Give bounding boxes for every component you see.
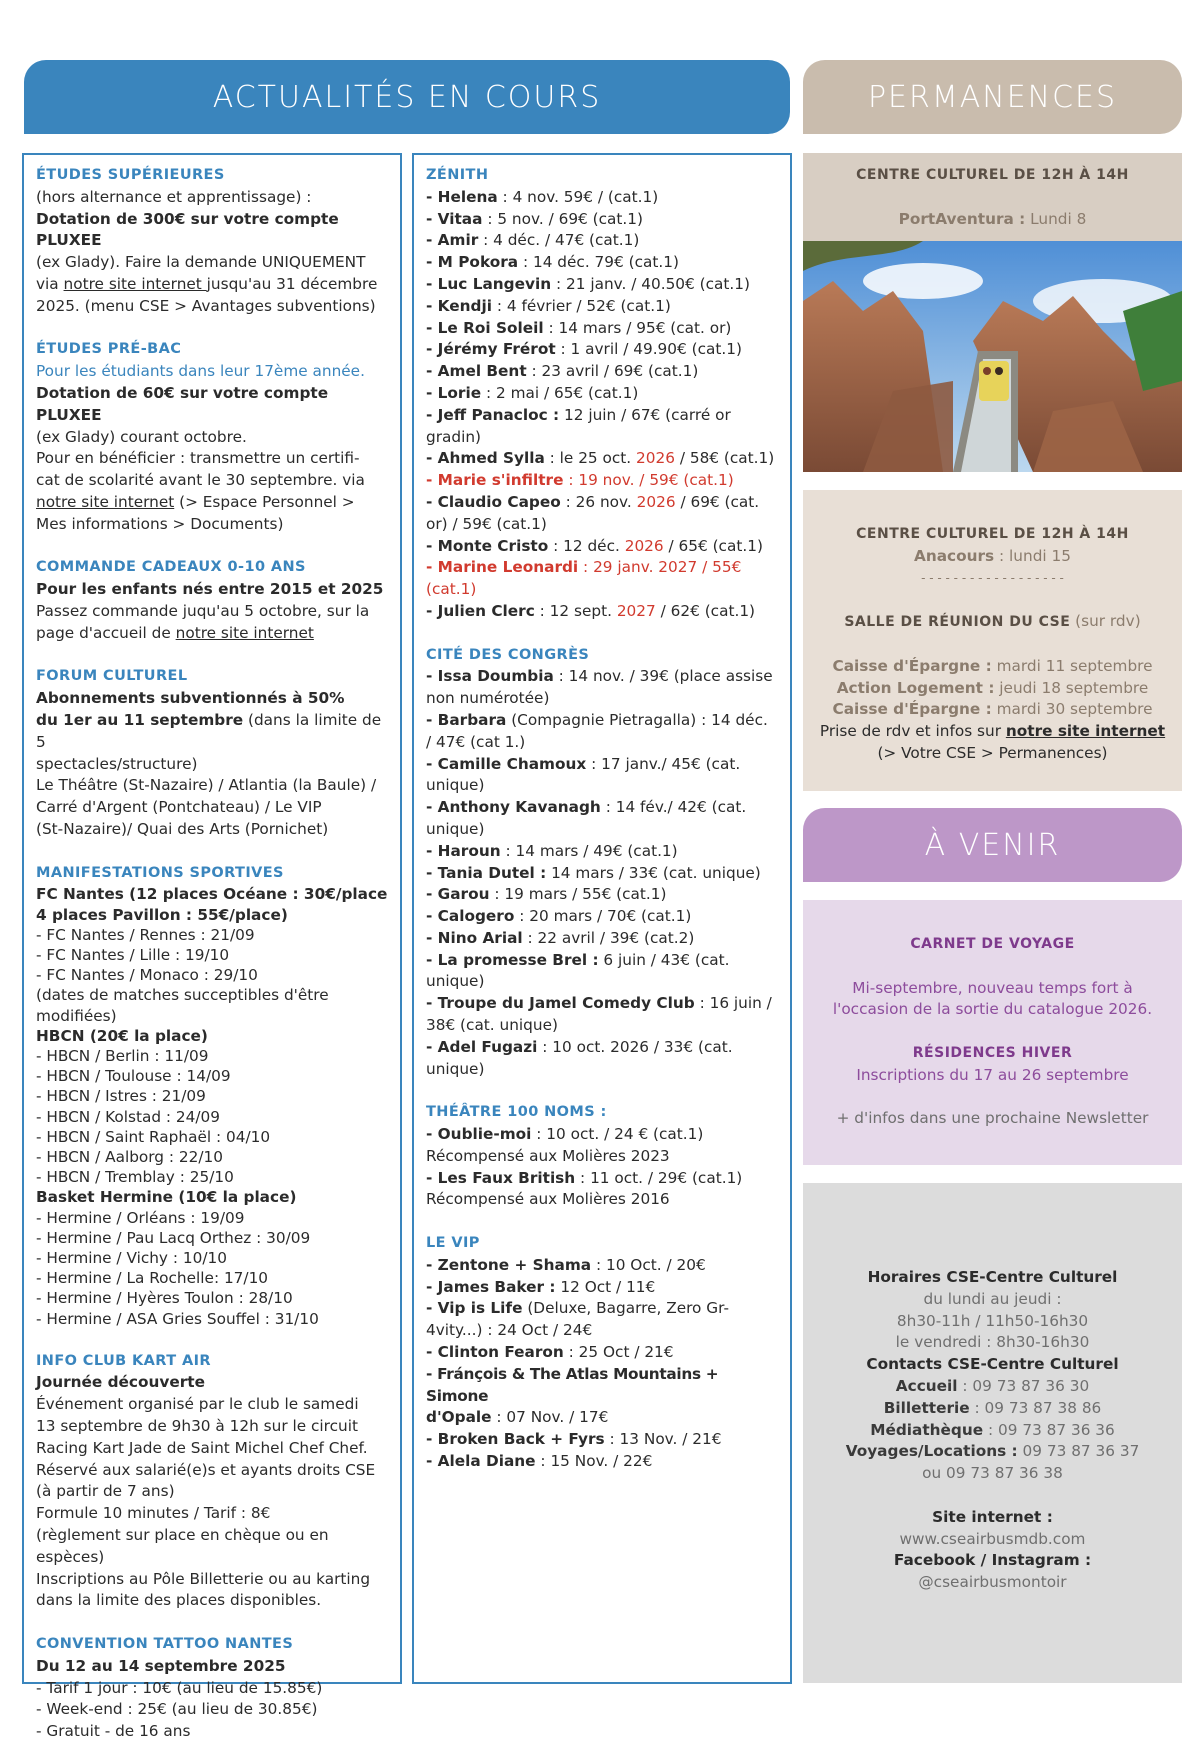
text-line: (hors alternance et apprentissage) : [36, 187, 312, 206]
event-detail: non numérotée) [426, 689, 550, 708]
event-item [426, 209, 780, 231]
permanence-label: Anacours [914, 546, 995, 565]
text-line: Journée découverte [36, 1373, 205, 1392]
event-detail: : 29 janv. 2027 / 55€ [578, 558, 742, 577]
section-cadeaux [36, 557, 390, 644]
event-name: - Claudio Capeo [426, 492, 561, 511]
text-line: Passez commande juqu'au 5 octobre, sur la [36, 601, 370, 620]
text-line: Le Théâtre (St-Nazaire) / Atlantia (la Baule) / [36, 776, 377, 795]
permanences-box-bottom [803, 490, 1182, 791]
list-item: - Hermine / Pau Lacq Orthez : 30/09 [36, 1228, 311, 1247]
text-line: modifiées) [36, 1006, 117, 1025]
event-name: - Vip is Life [426, 1299, 523, 1318]
contact-phone: 09 73 87 36 37 [1017, 1442, 1140, 1461]
event-name: - Monte Cristo [426, 536, 549, 555]
event-year: 2027 [616, 601, 656, 620]
text-line: Inscriptions au Pôle Billetterie ou au karting [36, 1569, 371, 1588]
contact-phone: : 09 73 87 38 86 [969, 1398, 1102, 1417]
event-name: - Broken Back + Fyrs [426, 1430, 605, 1449]
newsletter-note: + d'infos dans une prochaine Newsletter [836, 1109, 1149, 1128]
event-detail: : 10 Oct. / 20€ [591, 1255, 706, 1274]
event-detail: (Deluxe, Bagarre, Zero Gr- [522, 1299, 729, 1318]
section-forum-culturel [36, 666, 390, 840]
event-detail: unique) [426, 972, 485, 991]
event-year: 2026 [636, 449, 675, 468]
event-item [426, 274, 780, 296]
event-name: - Le Roi Soleil [426, 318, 544, 337]
event-item [426, 405, 780, 427]
text: Prise de rdv et infos sur [819, 722, 1006, 741]
actualites-title: ACTUALITÉS EN COURS [212, 79, 602, 115]
text-line: Réservé aux salarié(e)s et ayants droits CSE [36, 1460, 376, 1479]
permanence-label: Caisse d'Épargne : [832, 656, 992, 675]
event-item [426, 492, 780, 514]
portaventura-photo [803, 241, 1182, 472]
text: via [36, 274, 64, 293]
text-line: (dates de matches succeptibles d'être [36, 986, 329, 1005]
permanence-value: mardi 30 septembre [991, 700, 1153, 719]
event-detail: : 10 oct. 2026 / 33€ (cat. [537, 1037, 733, 1056]
actualites-column-1 [22, 153, 402, 1741]
website-link[interactable]: www.cseairbusmdb.com [899, 1529, 1086, 1548]
carnet-title: CARNET DE VOYAGE [910, 936, 1075, 952]
contact-phone: : 09 73 87 36 36 [983, 1420, 1115, 1439]
event-name: - Tania Dutel : [426, 863, 547, 882]
section-kart [36, 1351, 390, 1613]
section-title: MANIFESTATIONS SPORTIVES [36, 864, 284, 881]
social-handle[interactable]: @cseairbusmontoir [918, 1573, 1067, 1592]
text: jusqu'au 31 décembre [206, 274, 378, 293]
event-detail: Récompensé aux Molières 2016 [426, 1190, 670, 1209]
contacts-title: Contacts CSE-Centre Culturel [866, 1355, 1119, 1374]
event-detail: : 14 nov. / 39€ (place assise [553, 667, 773, 686]
event-name: - Amir [426, 231, 479, 250]
text: (> Espace Personnel > [174, 492, 355, 511]
text-line: du lundi au jeudi : [923, 1289, 1062, 1308]
text-line: HBCN (20€ la place) [36, 1026, 208, 1045]
event-detail: 12 Oct / 11€ [555, 1277, 656, 1296]
event-detail: : 12 déc. [548, 536, 625, 555]
event-name: - Clinton Fearon [426, 1343, 564, 1362]
text-line: (à partir de 7 ans) [36, 1482, 175, 1501]
event-detail: unique) [426, 1059, 485, 1078]
list-item: - Tarif 1 jour : 10€ (au lieu de 15.85€) [36, 1678, 323, 1697]
event-name: - Marine Leonardi [426, 558, 579, 577]
event-detail: 14 mars / 33€ (cat. unique) [546, 863, 761, 882]
event-detail: 38€ (cat. unique) [426, 1016, 558, 1035]
section-etudes-superieures [36, 165, 390, 318]
event-detail: : 15 Nov. / 22€ [535, 1452, 653, 1471]
section-title: ZÉNITH [426, 167, 489, 183]
contact-label: Voyages/Locations : [845, 1442, 1018, 1461]
event-name: - Barbara [426, 710, 507, 729]
event-detail: : 11 oct. / 29€ (cat.1) [575, 1168, 743, 1187]
permanence-value: mardi 11 septembre [991, 656, 1153, 675]
event-detail: : 4 déc. / 47€ (cat.1) [478, 231, 640, 250]
event-item [426, 601, 780, 623]
list-item: - Week-end : 25€ (au lieu de 30.85€) [36, 1700, 318, 1719]
text-line: cat de scolarité avant le 30 septembre. via [36, 471, 365, 490]
text-line: Pour les enfants nés entre 2015 et 2025 [36, 580, 384, 599]
event-detail: : 17 janv./ 45€ (cat. [586, 754, 741, 773]
event-name: - Alela Diane [426, 1452, 536, 1471]
event-item [426, 557, 780, 579]
event-detail: : 14 déc. 79€ (cat.1) [518, 253, 679, 272]
event-name: - Jérémy Frérot [426, 340, 556, 359]
text-line: Carré d'Argent (Pontchateau) / Le VIP [36, 798, 322, 817]
text-line: Mes informations > Documents) [36, 514, 284, 533]
text-line: l'occasion de la sortie du catalogue 2026. [832, 1000, 1153, 1019]
section-theatre-100-noms [426, 1102, 780, 1211]
text-line: dans la limite des places disponibles. [36, 1591, 322, 1610]
contact-label: Accueil [895, 1376, 958, 1395]
event-detail: (Compagnie Pietragalla) : 14 déc. [506, 710, 768, 729]
text-line: spectacles/structure) [36, 754, 198, 773]
text-line: Pour les étudiants dans leur 17ème année. [36, 362, 365, 381]
event-detail: / 62€ (cat.1) [655, 601, 756, 620]
event-name: - Troupe du Jamel Comedy Club [426, 994, 695, 1013]
event-item [426, 339, 780, 361]
event-detail: : 14 mars / 49€ (cat.1) [500, 841, 678, 860]
site-link[interactable]: notre site internet [1005, 722, 1166, 741]
site-link[interactable]: notre site internet [36, 492, 175, 511]
event-detail: 6 juin / 43€ (cat. [598, 950, 730, 969]
section-title: LE VIP [426, 1235, 480, 1252]
list-item: - FC Nantes / Monaco : 29/10 [36, 966, 258, 985]
event-detail: gradin) [426, 427, 481, 446]
event-detail: : 1 avril / 49.90€ (cat.1) [555, 340, 742, 359]
event-detail: : 19 nov. / 59€ (cat.1) [563, 471, 734, 490]
event-detail: : 4 février / 52€ (cat.1) [491, 296, 671, 315]
event-name: - Helena [426, 187, 498, 206]
event-detail: : 4 nov. 59€ / (cat.1) [497, 187, 659, 206]
event-detail: : 07 Nov. / 17€ [491, 1408, 609, 1427]
event-detail: : le 25 oct. [544, 449, 637, 468]
event-name: - Les Faux British [426, 1168, 576, 1187]
contact-box [803, 1183, 1182, 1683]
event-item [426, 448, 780, 470]
site-title: Site internet : [932, 1507, 1053, 1526]
text-line: 8h30-11h / 11h50-16h30 [896, 1311, 1089, 1330]
social-title: Facebook / Instagram : [893, 1551, 1092, 1570]
text-line: Inscriptions du 17 au 26 septembre [856, 1065, 1129, 1084]
event-name: - Luc Langevin [426, 274, 552, 293]
event-name: - Garou [426, 885, 490, 904]
event-name: - Oublie-moi [426, 1125, 532, 1144]
event-item [426, 252, 780, 274]
event-item [426, 361, 780, 383]
section-cite-des-congres [426, 645, 780, 1081]
section-title: ÉTUDES SUPÉRIEURES [36, 167, 225, 183]
text-line: Dotation de 60€ sur votre compte PLUXEE [36, 383, 329, 424]
horaires-title: Horaires CSE-Centre Culturel [867, 1268, 1118, 1286]
event-name: - La promesse Brel : [426, 950, 599, 969]
event-name: - Nino Arial [426, 928, 523, 947]
list-item: - HBCN / Toulouse : 14/09 [36, 1067, 231, 1086]
list-item: - HBCN / Aalborg : 22/10 [36, 1147, 223, 1166]
permanence-value: jeudi 18 septembre [994, 678, 1149, 697]
event-detail: : 26 nov. [560, 492, 637, 511]
event-detail: : 5 nov. / 69€ (cat.1) [482, 209, 643, 228]
event-name: - Ahmed Sylla [426, 449, 545, 468]
event-detail: : 25 Oct / 21€ [563, 1343, 674, 1362]
event-name: - Amel Bent [426, 362, 527, 381]
residences-title: RÉSIDENCES HIVER [912, 1044, 1073, 1061]
separator: - - - - - - - - - - - - - - - - - - [921, 570, 1064, 585]
permanence-label: PortAventura : [898, 209, 1026, 228]
text-line: (ex Glady) courant octobre. [36, 427, 247, 446]
event-detail: : 21 janv. / 40.50€ (cat.1) [551, 274, 750, 293]
text-line: 4 places Pavillon : 55€/place) [36, 905, 288, 924]
event-detail: 12 juin / 67€ (carré or [559, 405, 731, 424]
contact-label: Médiathèque [870, 1420, 984, 1439]
section-title: COMMANDE CADEAUX 0-10 ANS [36, 559, 306, 576]
list-item: - Hermine / Hyères Toulon : 28/10 [36, 1289, 293, 1308]
event-item [426, 230, 780, 252]
permanence-title: CENTRE CULTUREL DE 12H À 14H [856, 167, 1129, 183]
contact-label: Billetterie [883, 1398, 970, 1417]
event-name: - M Pokora [426, 253, 519, 272]
permanences-banner [803, 60, 1182, 134]
event-detail: unique) [426, 776, 485, 795]
event-detail: : 2 mai / 65€ (cat.1) [481, 383, 639, 402]
event-detail: : 19 mars / 55€ (cat.1) [489, 885, 667, 904]
text-line: (règlement sur place en chèque ou en [36, 1525, 329, 1544]
event-year: 2026 [636, 492, 676, 511]
event-detail: : 22 avril / 39€ (cat.2) [522, 928, 695, 947]
text-line: Dotation de 300€ sur votre compte PLUXEE [36, 209, 339, 250]
a-venir-title: À VENIR [924, 827, 1061, 863]
event-name: - Issa Doumbia [426, 667, 554, 686]
event-year: 2026 [624, 536, 664, 555]
event-detail: : 14 fév./ 42€ (cat. [600, 798, 747, 817]
text-line: Événement organisé par le club le samedi [36, 1395, 359, 1414]
list-item: - Hermine / Vichy : 10/10 [36, 1248, 227, 1267]
event-name: - Adel Fugazi [426, 1037, 538, 1056]
permanences-box-top [803, 153, 1182, 241]
list-item: - HBCN / Kolstad : 24/09 [36, 1107, 221, 1126]
list-item: - FC Nantes / Rennes : 21/09 [36, 925, 255, 944]
event-name: - Haroun [426, 841, 501, 860]
permanence-title: CENTRE CULTUREL DE 12H À 14H [856, 526, 1129, 542]
a-venir-box [803, 900, 1182, 1165]
list-item: - HBCN / Saint Raphaël : 04/10 [36, 1127, 271, 1146]
section-zenith [426, 165, 780, 623]
permanence-label: Action Logement : [836, 678, 995, 697]
event-name: - Zentone + Shama [426, 1255, 592, 1274]
event-item [426, 318, 780, 340]
text-line: Pour en bénéficier : transmettre un certifi- [36, 449, 360, 468]
event-name: d'Opale [426, 1408, 492, 1427]
event-item [426, 187, 780, 209]
text-line: 2025. (menu CSE > Avantages subventions) [36, 296, 376, 315]
text-line: Basket Hermine (10€ la place) [36, 1188, 297, 1207]
permanence-value: : lundi 15 [994, 546, 1071, 565]
event-name: - Vitaa [426, 209, 483, 228]
event-name: - Calogero [426, 907, 515, 926]
section-title: CITÉ DES CONGRÈS [426, 646, 590, 663]
text: page d'accueil de [36, 623, 176, 642]
event-detail: : 12 sept. [534, 601, 617, 620]
event-item [426, 383, 780, 405]
text-line: 13 septembre de 9h30 à 12h sur le circuit [36, 1416, 358, 1435]
text-line: (St-Nazaire)/ Quai des Arts (Pornichet) [36, 819, 329, 838]
text-line: FC Nantes (12 places Océane : 30€/place [36, 885, 388, 904]
event-name: - Julien Clerc [426, 601, 535, 620]
section-title: THÉÂTRE 100 NOMS : [426, 1104, 607, 1121]
text-line: Du 12 au 14 septembre 2025 [36, 1656, 286, 1675]
section-le-vip [426, 1233, 780, 1473]
list-item: - HBCN / Istres : 21/09 [36, 1087, 206, 1106]
event-detail: Récompensé aux Molières 2023 [426, 1146, 670, 1165]
contact-phone: ou 09 73 87 36 38 [922, 1464, 1063, 1483]
section-title: CONVENTION TATTOO NANTES [36, 1635, 294, 1652]
event-detail: / 58€ (cat.1) [674, 449, 775, 468]
event-name: - Jeff Panacloc : [426, 405, 560, 424]
text-line: Abonnements subventionnés à 50% [36, 689, 345, 708]
event-detail: / 69€ (cat. [675, 492, 760, 511]
water-ride-illustration [803, 241, 1182, 472]
event-detail: 4vity...) : 24 Oct / 24€ [426, 1321, 593, 1340]
text-line: (ex Glady). Faire la demande UNIQUEMENT [36, 253, 366, 272]
event-detail: : 14 mars / 95€ (cat. or) [543, 318, 732, 337]
text: du 1er au 11 septembre [36, 710, 244, 729]
permanence-label: Caisse d'Épargne : [832, 700, 992, 719]
section-etudes-prebac [36, 339, 390, 535]
section-title: FORUM CULTUREL [36, 668, 188, 685]
text: (dans la limite de 5 [36, 710, 382, 751]
event-name: - James Baker : [426, 1277, 556, 1296]
list-item: - HBCN / Berlin : 11/09 [36, 1046, 209, 1065]
event-name: - Lorie [426, 383, 482, 402]
salle-title: SALLE DE RÉUNION DU CSE [844, 614, 1071, 631]
text-line: Racing Kart Jade de Saint Michel Chef Chef. [36, 1438, 368, 1457]
event-item [426, 470, 780, 492]
text-line: espèces) [36, 1547, 105, 1566]
list-item: - Hermine / Orléans : 19/09 [36, 1208, 245, 1227]
section-manifestations-sportives [36, 863, 390, 1329]
site-link[interactable]: notre site internet [175, 623, 314, 642]
text-line: Formule 10 minutes / Tarif : 8€ [36, 1504, 271, 1523]
event-detail: : 20 mars / 70€ (cat.1) [514, 907, 692, 926]
a-venir-banner [803, 808, 1182, 882]
permanence-value: Lundi 8 [1025, 209, 1087, 228]
event-name: - Marie s'infiltre [426, 471, 564, 490]
event-detail: / 47€ (cat 1.) [426, 732, 526, 751]
contact-phone: : 09 73 87 36 30 [957, 1376, 1090, 1395]
actualites-banner [24, 60, 790, 134]
event-name: - Fránçois & The Atlas Mountains + Simone [426, 1364, 719, 1405]
event-item [426, 296, 780, 318]
event-name: - Camille Chamoux [426, 754, 587, 773]
event-name: - Kendji [426, 296, 492, 315]
section-tattoo [36, 1634, 390, 1743]
text-line: (> Votre CSE > Permanences) [877, 743, 1108, 762]
site-link[interactable]: notre site internet [63, 274, 207, 293]
list-item: - HBCN / Tremblay : 25/10 [36, 1168, 234, 1187]
actualites-column-2 [412, 153, 792, 1684]
event-detail: or) / 59€ (cat.1) [426, 514, 547, 533]
list-item: - Gratuit - de 16 ans [36, 1722, 191, 1741]
event-detail: : 16 juin / [694, 994, 772, 1013]
event-detail: (cat.1) [426, 580, 477, 599]
event-detail: unique) [426, 819, 485, 838]
list-item: - FC Nantes / Lille : 19/10 [36, 945, 230, 964]
event-name: - Anthony Kavanagh [426, 798, 601, 817]
event-detail: : 23 avril / 69€ (cat.1) [526, 362, 699, 381]
permanences-title: PERMANENCES [867, 79, 1118, 115]
list-item: - Hermine / ASA Gries Souffel : 31/10 [36, 1309, 319, 1328]
list-item: - Hermine / La Rochelle: 17/10 [36, 1269, 269, 1288]
event-item [426, 536, 780, 558]
text-line: le vendredi : 8h30-16h30 [895, 1333, 1090, 1352]
event-detail: / 65€ (cat.1) [663, 536, 763, 555]
section-title: ÉTUDES PRÉ-BAC [36, 341, 182, 358]
section-title: INFO CLUB KART AIR [36, 1352, 211, 1369]
event-detail: : 10 oct. / 24 € (cat.1) [531, 1125, 704, 1144]
event-detail: : 13 Nov. / 21€ [604, 1430, 722, 1449]
salle-note: (sur rdv) [1070, 612, 1141, 631]
text-line: Mi-septembre, nouveau temps fort à [852, 978, 1133, 997]
